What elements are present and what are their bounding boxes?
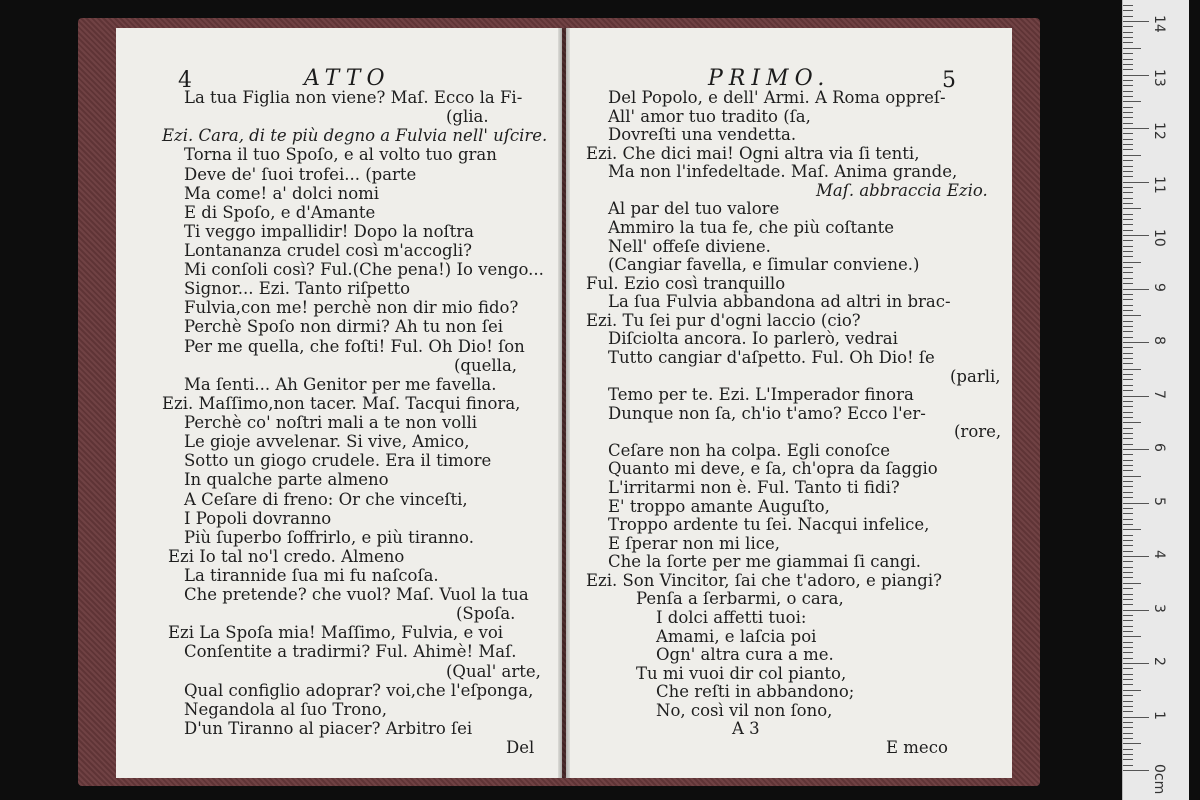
page-number: 5 — [942, 68, 956, 93]
ruler-tick — [1123, 48, 1141, 49]
ruler-label: 4 — [1151, 550, 1167, 559]
ruler-tick — [1123, 358, 1133, 359]
ruler-tick — [1123, 251, 1133, 252]
ruler-tick — [1123, 738, 1133, 739]
text-line: (glia. — [446, 107, 489, 127]
ruler-tick — [1123, 133, 1133, 134]
ruler-tick — [1123, 246, 1133, 247]
ruler-tick — [1123, 390, 1133, 391]
ruler-tick — [1123, 214, 1133, 215]
ruler-label: 5 — [1151, 496, 1167, 506]
text-line: Quanto mi deve, e ſa, ch'opra da ſaggio — [608, 459, 938, 479]
text-block — [566, 28, 1012, 778]
ruler-tick — [1123, 396, 1149, 397]
ruler-tick — [1123, 401, 1133, 402]
ruler-tick — [1123, 299, 1133, 300]
text-line: Troppo ardente tu ſei. Nacqui infelice, — [608, 515, 930, 535]
ruler-tick — [1123, 342, 1149, 343]
ruler-tick — [1123, 267, 1133, 268]
ruler-label: 10 — [1151, 229, 1167, 247]
ruler-label: 9 — [1151, 282, 1167, 292]
ruler-tick — [1123, 112, 1133, 113]
ruler-label: 8 — [1151, 336, 1167, 345]
text-line: I dolci affetti tuoi: — [656, 608, 807, 627]
ruler-label: 1 — [1151, 710, 1167, 720]
left-page — [116, 28, 562, 778]
text-line: Lontananza crudel così m'accogli? — [184, 240, 473, 260]
ruler-tick — [1123, 770, 1149, 771]
ruler-tick — [1123, 208, 1141, 209]
ruler-tick — [1123, 733, 1133, 734]
ruler-tick — [1123, 545, 1133, 546]
ruler-tick — [1123, 240, 1133, 241]
ruler-label: 12 — [1151, 122, 1167, 140]
text-line: Maſ. abbraccia Ezio. — [816, 180, 988, 200]
ruler-tick — [1123, 123, 1133, 124]
ruler-tick — [1123, 631, 1133, 632]
ruler-tick — [1123, 556, 1149, 557]
ruler-tick — [1123, 187, 1133, 188]
ruler-tick — [1123, 379, 1133, 380]
ruler-tick — [1123, 37, 1133, 38]
ruler-tick — [1123, 176, 1133, 177]
text-line: Qual configlio adoprar? voi,che l'eſponga, — [184, 680, 534, 700]
text-line: Del Popolo, e dell' Armi. A Roma oppreſ- — [608, 88, 946, 107]
ruler-tick — [1123, 412, 1133, 413]
ruler-tick — [1123, 674, 1133, 675]
text-line: No, così vil non ſono, — [656, 700, 833, 720]
ruler-tick — [1123, 433, 1133, 434]
text-line: Ma come! a' dolci nomi — [184, 183, 380, 203]
ruler-tick — [1123, 567, 1133, 568]
ruler-tick — [1123, 283, 1133, 284]
ruler-tick — [1123, 652, 1133, 653]
text-line: Diſciolta ancora. Io parlerò, vedrai — [608, 329, 898, 349]
ruler-tick — [1123, 305, 1133, 306]
text-line: Ful. Ezio così tranquillo — [586, 273, 786, 293]
ruler-tick — [1123, 690, 1141, 691]
text-line: E ſperar non mi lice, — [608, 533, 780, 553]
ruler-tick — [1123, 588, 1133, 589]
text-line: Conſentite a tradirmi? Ful. Ahimè! Maſ. — [184, 642, 517, 662]
book-gutter — [558, 28, 570, 778]
ruler-tick — [1123, 663, 1149, 664]
text-line: (parli, — [950, 366, 1001, 386]
ruler-tick — [1123, 294, 1133, 295]
text-line: Torna il tuo Spoſo, e al volto tuo gran — [184, 145, 497, 165]
text-line: Dovreſti una vendetta. — [608, 125, 797, 145]
ruler-tick — [1123, 684, 1133, 685]
text-line: In qualche parte almeno — [184, 470, 389, 490]
right-page — [566, 28, 1012, 778]
ruler-label: 13 — [1151, 68, 1167, 87]
ruler-tick — [1123, 765, 1133, 766]
ruler-tick — [1123, 310, 1133, 311]
ruler-tick — [1123, 615, 1133, 616]
text-line: Che la ſorte per me giammai ſi cangi. — [608, 552, 922, 572]
ruler-tick — [1123, 149, 1133, 150]
text-line: Tutto cangiar d'aſpetto. Ful. Oh Dio! ſe — [608, 348, 935, 367]
running-head: PRIMO. — [708, 66, 831, 91]
ruler-tick — [1123, 513, 1133, 514]
text-line: A 3 — [732, 719, 760, 739]
ruler-tick — [1123, 16, 1133, 17]
ruler-tick — [1123, 503, 1149, 504]
text-line: Ezi Io tal no'l credo. Almeno — [168, 546, 405, 566]
ruler-tick — [1123, 417, 1133, 418]
ruler-tick — [1123, 476, 1141, 477]
text-line: Ma non l'infedeltade. Maſ. Anima grande, — [608, 162, 958, 182]
ruler-tick — [1123, 572, 1133, 573]
ruler-tick — [1123, 647, 1133, 648]
ruler-tick — [1123, 508, 1133, 509]
ruler-tick — [1123, 679, 1133, 680]
text-line: Che pretende? che vuol? Maſ. Vuol la tua — [184, 585, 529, 605]
ruler-tick — [1123, 96, 1133, 97]
text-line: D'un Tiranno al piacer? Arbitro ſei — [184, 718, 473, 738]
ruler-tick — [1123, 117, 1133, 118]
ruler-tick — [1123, 256, 1133, 257]
text-line: Sotto un giogo crudele. Era il timore — [184, 451, 492, 471]
ruler-tick — [1123, 289, 1149, 290]
ruler-tick — [1123, 128, 1149, 129]
ruler-label: 6 — [1151, 443, 1167, 452]
ruler-tick — [1123, 59, 1133, 60]
text-line: Ezi. Che dici mai! Ogni altra via ſi tenti, — [586, 143, 920, 163]
text-line: Che reſti in abbandono; — [656, 682, 855, 702]
text-line: Ezi. Cara, di te più degno a Fulvia nell' uſcire. — [162, 126, 548, 146]
text-line: La tua Figlia non viene? Maſ. Ecco la Fi- — [184, 88, 523, 107]
ruler-tick — [1123, 369, 1141, 370]
ruler-tick — [1123, 486, 1133, 487]
ruler-tick — [1123, 203, 1133, 204]
ruler-label: 3 — [1151, 603, 1167, 613]
text-line: (quella, — [454, 355, 518, 375]
text-line: All' amor tuo tradito (ſa, — [608, 106, 811, 126]
text-line: Del — [506, 738, 535, 757]
text-line: Ezi. Son Vincitor, ſai che t'adoro, e piangi? — [586, 570, 942, 590]
ruler-tick — [1123, 166, 1133, 167]
ruler-tick — [1123, 278, 1133, 279]
ruler-tick — [1123, 540, 1133, 541]
ruler-tick — [1123, 32, 1133, 33]
ruler-tick — [1123, 337, 1133, 338]
ruler-label: 14 — [1151, 15, 1167, 33]
ruler-tick — [1123, 422, 1141, 423]
text-block — [116, 28, 562, 778]
ruler-tick — [1123, 155, 1141, 156]
text-line: I Popoli dovranno — [184, 508, 332, 528]
text-line: Deve de' ſuoi trofei... (parte — [184, 164, 417, 184]
ruler-tick — [1123, 610, 1149, 611]
ruler-tick — [1123, 272, 1133, 273]
ruler-tick — [1123, 42, 1133, 43]
ruler-tick — [1123, 428, 1133, 429]
text-line: L'irritarmi non è. Ful. Tanto ti fidi? — [608, 478, 900, 497]
text-line: Ceſare non ha colpa. Egli conoſce — [608, 440, 890, 460]
ruler-tick — [1123, 10, 1133, 11]
text-line: A Ceſare di freno: Or che vinceſti, — [184, 489, 468, 509]
text-line: La tirannide ſua mi fu naſcoſa. — [184, 565, 439, 585]
ruler-tick — [1123, 749, 1133, 750]
ruler-tick — [1123, 144, 1133, 145]
ruler-tick — [1123, 454, 1133, 455]
ruler-tick — [1123, 374, 1133, 375]
ruler-tick — [1123, 406, 1133, 407]
text-line: Perchè co' noſtri mali a te non volli — [184, 413, 478, 432]
ruler-tick — [1123, 583, 1141, 584]
text-line: Amami, e laſcia poi — [656, 626, 817, 646]
ruler-tick — [1123, 722, 1133, 723]
ruler-tick — [1123, 535, 1133, 536]
ruler-label: 7 — [1151, 389, 1167, 399]
ruler-tick — [1123, 26, 1133, 27]
ruler-tick — [1123, 444, 1133, 445]
ruler-tick — [1123, 85, 1133, 86]
text-line: Negandola al ſuo Trono, — [184, 699, 387, 719]
text-line: Più ſuperbo ſoffrirlo, e più tiranno. — [184, 527, 474, 547]
ruler-tick — [1123, 577, 1133, 578]
ruler-label: 11 — [1151, 175, 1167, 194]
ruler-tick — [1123, 182, 1149, 183]
ruler-tick — [1123, 192, 1133, 193]
ruler-tick — [1123, 642, 1133, 643]
text-line: Le gioje avvelenar. Si vive, Amico, — [184, 432, 470, 452]
ruler-tick — [1123, 198, 1133, 199]
text-line: E meco — [886, 738, 948, 757]
ruler-tick — [1123, 529, 1141, 530]
ruler-tick — [1123, 604, 1133, 605]
ruler-tick — [1123, 75, 1149, 76]
ruler-tick — [1123, 224, 1133, 225]
text-line: Ezi La Spoſa mia! Maſſimo, Fulvia, e voi — [168, 623, 504, 643]
text-line: Mi conſoli così? Ful.(Che pena!) Io vengo... — [184, 260, 544, 280]
text-line: Signor... Ezi. Tanto riſpetto — [184, 279, 411, 299]
ruler-tick — [1123, 353, 1133, 354]
ruler-tick — [1123, 91, 1133, 92]
text-line: Tu mi vuoi dir col pianto, — [636, 663, 847, 683]
ruler-tick — [1123, 695, 1133, 696]
ruler-tick — [1123, 551, 1133, 552]
ruler-tick — [1123, 658, 1133, 659]
ruler-tick — [1123, 171, 1133, 172]
text-line: Al par del tuo valore — [608, 199, 780, 219]
measuring-ruler — [1122, 0, 1189, 800]
ruler-tick — [1123, 481, 1133, 482]
ruler-tick — [1123, 262, 1141, 263]
ruler-tick — [1123, 743, 1141, 744]
ruler-tick — [1123, 492, 1133, 493]
ruler-tick — [1123, 315, 1141, 316]
ruler-tick — [1123, 160, 1133, 161]
ruler-tick — [1123, 594, 1133, 595]
running-head: ATTO — [304, 66, 391, 91]
text-line: Ezi. Tu ſei pur d'ogni laccio (cio? — [586, 310, 861, 330]
text-line: Penſa a ſerbarmi, o cara, — [636, 589, 844, 609]
text-line: Per me quella, che foſti! Ful. Oh Dio! ſon — [184, 336, 525, 356]
ruler-tick — [1123, 711, 1133, 712]
ruler-tick — [1123, 107, 1133, 108]
ruler-tick — [1123, 363, 1133, 364]
ruler-tick — [1123, 470, 1133, 471]
ruler-tick — [1123, 519, 1133, 520]
ruler-tick — [1123, 80, 1133, 81]
ruler-tick — [1123, 53, 1133, 54]
text-line: E' troppo amante Auguſto, — [608, 496, 830, 516]
ruler-tick — [1123, 347, 1133, 348]
text-line: (Qual' arte, — [446, 661, 541, 681]
text-line: Temo per te. Ezi. L'Imperador finora — [608, 385, 914, 405]
ruler-tick — [1123, 385, 1133, 386]
ruler-tick — [1123, 620, 1133, 621]
ruler-tick — [1123, 326, 1133, 327]
text-line: Perchè Spoſo non dirmi? Ah tu non ſei — [184, 317, 504, 337]
text-line: Ma ſenti... Ah Genitor per me favella. — [184, 374, 497, 394]
ruler-tick — [1123, 64, 1133, 65]
ruler-label: 0cm — [1151, 764, 1167, 795]
ruler-tick — [1123, 524, 1133, 525]
ruler-tick — [1123, 717, 1149, 718]
ruler-tick — [1123, 235, 1149, 236]
ruler-tick — [1123, 636, 1141, 637]
text-line: (rore, — [954, 422, 1002, 442]
ruler-tick — [1123, 69, 1133, 70]
ruler-tick — [1123, 139, 1133, 140]
ruler-label: 2 — [1151, 657, 1167, 666]
ruler-tick — [1123, 727, 1133, 728]
ruler-tick — [1123, 21, 1149, 22]
ruler-tick — [1123, 101, 1141, 102]
ruler-tick — [1123, 449, 1149, 450]
ruler-tick — [1123, 759, 1133, 760]
ruler-tick — [1123, 219, 1133, 220]
text-line: E di Spoſo, e d'Amante — [184, 202, 376, 222]
ruler-tick — [1123, 561, 1133, 562]
text-line: (Spoſa. — [456, 604, 516, 624]
text-line: Ezi. Maſſimo,non tacer. Maſ. Tacqui finora, — [162, 393, 521, 413]
ruler-tick — [1123, 460, 1133, 461]
ruler-tick — [1123, 701, 1133, 702]
ruler-tick — [1123, 465, 1133, 466]
page-number: 4 — [178, 68, 192, 93]
ruler-tick — [1123, 5, 1133, 6]
ruler-tick — [1123, 599, 1133, 600]
text-line: Fulvia,con me! perchè non dir mio fido? — [184, 298, 519, 318]
ruler-tick — [1123, 331, 1133, 332]
text-line: Dunque non ſa, ch'io t'amo? Ecco l'er- — [608, 403, 926, 423]
text-line: La ſua Fulvia abbandona ad altri in brac- — [608, 292, 951, 312]
ruler-tick — [1123, 321, 1133, 322]
ruler-tick — [1123, 754, 1133, 755]
ruler-tick — [1123, 668, 1133, 669]
text-line: Ammiro la tua fe, che più coſtante — [608, 218, 894, 237]
text-line: (Cangiar favella, e ſimular conviene.) — [608, 255, 920, 275]
ruler-tick — [1123, 626, 1133, 627]
ruler-tick — [1123, 438, 1133, 439]
text-line: Ti veggo impallidir! Dopo la noſtra — [184, 221, 474, 241]
ruler-tick — [1123, 497, 1133, 498]
text-line: Ogn' altra cura a me. — [656, 645, 834, 665]
text-line: Nell' offeſe diviene. — [608, 236, 771, 256]
ruler-tick — [1123, 706, 1133, 707]
ruler-tick — [1123, 230, 1133, 231]
